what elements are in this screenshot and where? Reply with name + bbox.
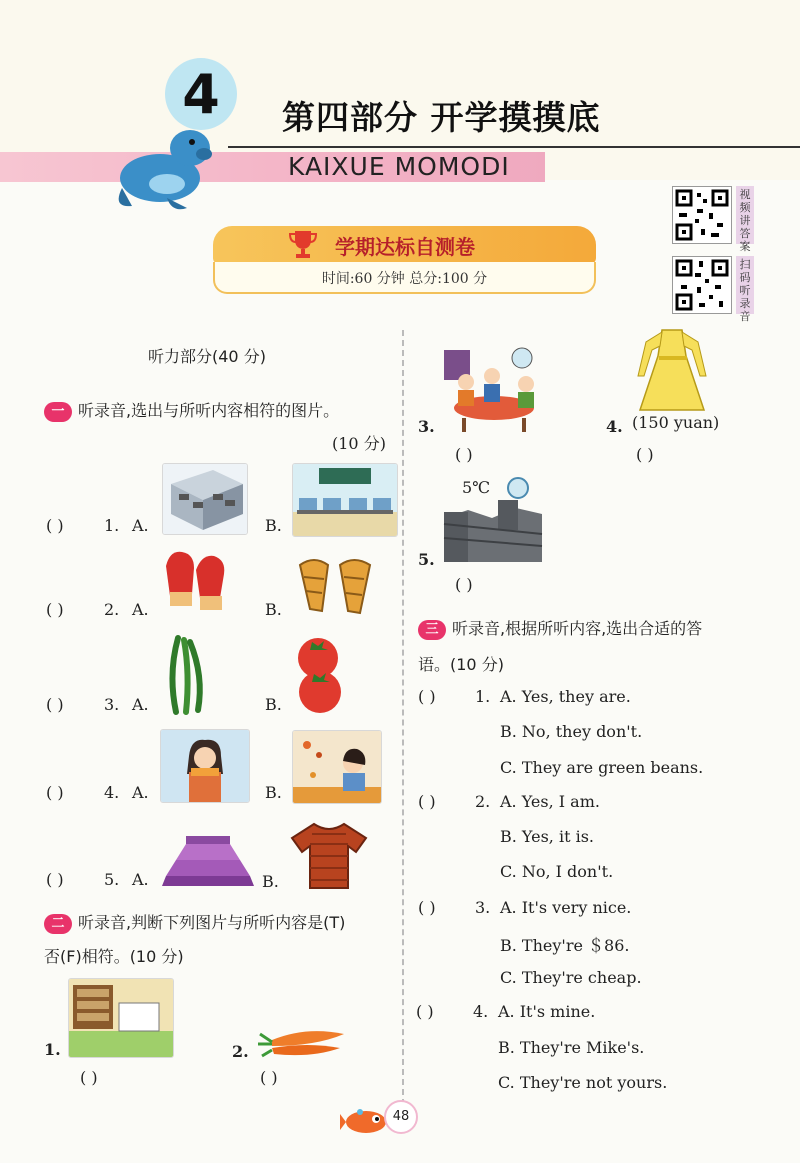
option-text: A. It's very nice.: [500, 898, 632, 917]
option-a-label: A.: [132, 870, 149, 889]
test-title: 学期达标自测卷: [335, 235, 475, 259]
question-number: 2.: [104, 600, 120, 619]
option-b-label: B.: [265, 600, 282, 619]
option-text: B. Yes, it is.: [500, 827, 594, 846]
option-a-label: A.: [132, 783, 149, 802]
question-number: 2.: [475, 792, 491, 811]
section2-instruction-line2: 否(F)相符。(10 分): [44, 947, 184, 966]
answer-blank[interactable]: ( ): [416, 1002, 434, 1021]
fish-submarine-icon: [340, 1104, 390, 1138]
section3-instruction: [418, 616, 702, 640]
question-number: 4.: [104, 783, 120, 802]
green-beans-picture: [160, 634, 210, 716]
gloves-picture: [160, 548, 232, 614]
answer-blank[interactable]: ( ): [418, 687, 436, 706]
answer-blank[interactable]: ( ): [46, 783, 64, 802]
question-number: 4.: [473, 1002, 489, 1021]
answer-blank[interactable]: ( ): [46, 870, 64, 889]
windy-autumn-picture: [292, 730, 382, 804]
option-text: C. They are green beans.: [500, 758, 704, 777]
option-a-label: A.: [132, 516, 149, 535]
page-title: 第四部分 开学摸摸底: [282, 98, 601, 137]
option-text: B. No, they don't.: [500, 722, 643, 741]
computer-room-picture: [292, 463, 398, 537]
question-number: 3.: [104, 695, 120, 714]
option-text: B. They're ＄86.: [500, 936, 630, 955]
section-badge: 三: [418, 620, 446, 640]
option-a-label: A.: [132, 600, 149, 619]
question-number: 5.: [104, 870, 120, 889]
answer-blank[interactable]: ( ): [46, 695, 64, 714]
section1-instruction: [44, 398, 339, 422]
option-a-label: A.: [132, 695, 149, 714]
question-number: 1.: [475, 687, 491, 706]
question-number: 5.: [418, 550, 435, 569]
scarves-picture: [294, 555, 382, 621]
great-wall-picture: [442, 474, 546, 564]
page-number: 48: [384, 1100, 418, 1134]
option-text: B. They're Mike's.: [498, 1038, 645, 1057]
section-badge: 一: [44, 402, 72, 422]
t-shirt-picture: [290, 820, 368, 892]
option-text: A. Yes, they are.: [500, 687, 631, 706]
section1-score: (10 分): [332, 434, 386, 453]
unit-number-badge: 4: [165, 58, 237, 130]
instruction-text: 听录音,根据所听内容,选出合适的答: [452, 619, 703, 638]
instruction-text: 听录音,选出与所听内容相符的图片。: [78, 401, 340, 420]
yellow-dress-picture: [632, 326, 712, 416]
cold-girl-picture: [160, 729, 250, 803]
answer-blank[interactable]: ( ): [418, 792, 436, 811]
qr-video-block[interactable]: [672, 186, 732, 244]
option-text: C. They're not yours.: [498, 1073, 668, 1092]
answer-blank[interactable]: ( ): [455, 575, 473, 594]
family-dinner-picture: [442, 346, 546, 436]
title-rule: [228, 146, 800, 148]
section3-instruction-line2: 语。(10 分): [418, 655, 504, 674]
qr-code-icon[interactable]: [672, 256, 732, 314]
answer-blank[interactable]: ( ): [455, 445, 473, 464]
test-info: 时间:60 分钟 总分:100 分: [321, 271, 488, 287]
qr-code-icon[interactable]: [672, 186, 732, 244]
qr-audio-block[interactable]: [672, 256, 732, 314]
price-label: (150 yuan): [632, 413, 720, 432]
answer-blank[interactable]: ( ): [636, 445, 654, 464]
answer-blank[interactable]: ( ): [418, 898, 436, 917]
classroom-picture: [162, 463, 248, 535]
seal-mascot-icon: [112, 118, 222, 213]
section-badge: 二: [44, 914, 72, 934]
question-number: 3.: [475, 898, 491, 917]
option-text: C. They're cheap.: [500, 968, 642, 987]
answer-blank[interactable]: ( ): [46, 600, 64, 619]
option-b-label: B.: [265, 516, 282, 535]
question-number: 4.: [606, 417, 623, 436]
library-room-picture: [68, 978, 174, 1058]
option-b-label: B.: [262, 872, 279, 891]
instruction-text: 听录音,判断下列图片与所听内容是(T): [78, 913, 346, 932]
temperature-label: 5℃: [462, 478, 491, 497]
column-divider: [402, 330, 404, 1105]
question-number: 2.: [232, 1042, 249, 1061]
answer-blank[interactable]: ( ): [80, 1068, 98, 1087]
answer-blank[interactable]: ( ): [260, 1068, 278, 1087]
qr-video-label: 视频讲答案: [736, 186, 754, 244]
question-number: 1.: [104, 516, 120, 535]
listening-heading: 听力部分(40 分): [148, 347, 266, 366]
option-text: A. Yes, I am.: [500, 792, 600, 811]
section2-instruction: [44, 910, 345, 934]
qr-audio-label: 扫码听录音: [736, 256, 754, 314]
question-number: 3.: [418, 417, 435, 436]
answer-blank[interactable]: ( ): [46, 516, 64, 535]
carrots-picture: [256, 1022, 348, 1062]
tomatoes-picture: [290, 636, 348, 716]
skirt-picture: [160, 832, 256, 890]
option-text: C. No, I don't.: [500, 862, 614, 881]
pinyin-subtitle: KAIXUE MOMODI: [288, 152, 510, 181]
option-text: A. It's mine.: [498, 1002, 596, 1021]
trophy-icon: [288, 228, 318, 260]
option-b-label: B.: [265, 783, 282, 802]
option-b-label: B.: [265, 695, 282, 714]
question-number: 1.: [44, 1040, 61, 1059]
